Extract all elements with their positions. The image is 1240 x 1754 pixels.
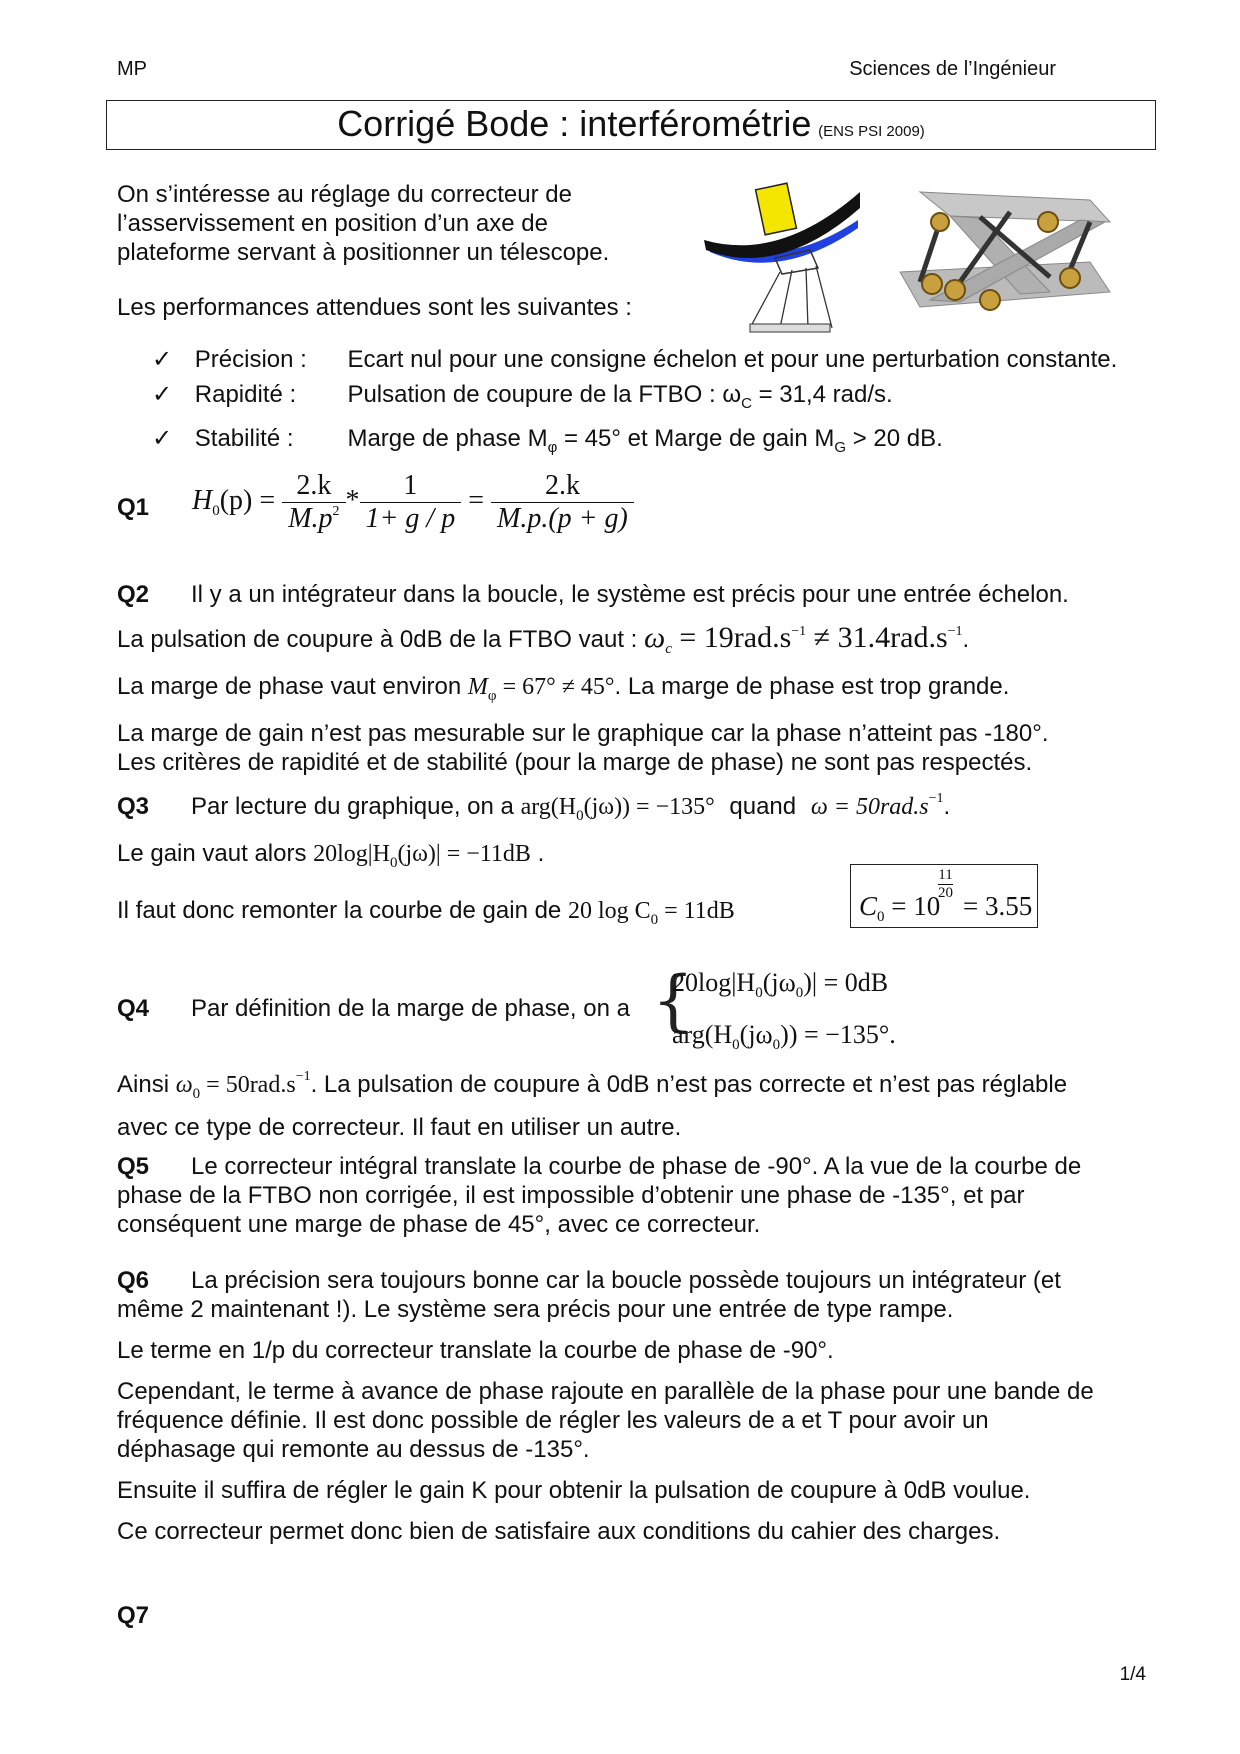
- check-icon: ✓: [152, 346, 173, 373]
- question-label: Q4: [117, 995, 150, 1022]
- joint-icon: [1060, 268, 1080, 288]
- joint-icon: [945, 280, 965, 300]
- question-label: Q7: [117, 1602, 150, 1629]
- criteria-list: [152, 342, 1117, 465]
- list-item: ✓ Stabilité : Marge de phase $M_\varphi = 45^\circ$ et Marge de gain $M_G > 20$ dB.: [152, 421, 1117, 465]
- q4-system: $20\log|H_0(j\omega_0)| = 0dB$ $arg(H_0(j\omega_0)) = -135^\circ$.: [672, 968, 896, 1053]
- intro-line: On s’intéresse au réglage du correcteur de: [117, 181, 572, 208]
- criterion-text: Ecart nul pour une consigne échelon et pour une perturbation constante.: [347, 346, 1118, 373]
- c0-result-box: $C_0 = 10$ 11 20 = 3.55: [850, 864, 1038, 928]
- q1-equation: $H_0(p)$ = $\frac{2.k}{M.p^2}$ * $\frac{1}{1+ g / p}$ = $\frac{2.k}{M.p.(p + g)}$: [192, 470, 634, 535]
- brace-icon: {: [652, 962, 694, 1039]
- q2-line: Les critères de rapidité et de stabilité (pour la marge de phase) ne sont pas respectés.: [117, 749, 1033, 776]
- joint-icon: [980, 290, 1000, 310]
- question-label: Q2: [117, 581, 150, 608]
- question-label: Q5: [117, 1153, 150, 1180]
- q2-line: La pulsation de coupure à 0dB de la FTBO vaut : $\omega_c = 19rad.s^{-1} \ne 31.4rad.s^{-1}$.: [117, 621, 970, 657]
- q6-block: Q6 La précision sera toujours bonne car la boucle possède toujours un intégrateur (et même 2 maintenant !). Le système sera précis pour une entrée de type rampe. Le terme en 1/p du correcteur translate la courbe de phase de -90°. Cependant, le terme à avance de phase rajoute en parallèle de la phase pour une bande de fréquence définie. Il est donc possible de régler les valeurs de a et T pour avoir un déphasage qui remonte au dessus de -135°. Ensuite il suffira de régler le gain K pour obtenir la pulsation de coupure à 0dB voulue. Ce correcteur permet donc bien de satisfaire aux conditions du cahier des charges.: [117, 1267, 1094, 1545]
- question-label: Q1: [117, 494, 150, 521]
- joint-icon: [922, 274, 942, 294]
- page-title: Corrigé Bode : interférométrie: [337, 103, 812, 144]
- title-box: [106, 100, 1156, 150]
- intro-paragraph: [117, 180, 609, 267]
- page-number: 1/4: [1119, 1664, 1146, 1685]
- q3-line: Le gain vaut alors $20\log|H_0(j\omega)| = -11dB$ .: [117, 840, 545, 871]
- check-icon: ✓: [152, 381, 173, 408]
- q3-line: Q3 Par lecture du graphique, on a $arg(H_0(j\omega)) = -135^\circ$ quand $\omega = 50rad.s^{-1}$.: [117, 791, 951, 824]
- intro-line: plateforme servant à positionner un télescope.: [117, 239, 610, 266]
- telescope-tube: [756, 183, 797, 235]
- joint-icon: [1038, 212, 1058, 232]
- q2-line: Q2 Il y a un intégrateur dans la boucle, le système est précis pour une entrée échelon.: [117, 581, 1069, 608]
- criterion-label: Rapidité :: [194, 381, 297, 408]
- question-label: Q6: [117, 1267, 150, 1294]
- performance-heading: Les performances attendues sont les suivantes :: [117, 294, 632, 321]
- q3-remonter: Il faut donc remonter la courbe de gain de 20 $\log C_0 = 11dB$: [117, 897, 735, 928]
- question-label: Q3: [117, 793, 150, 820]
- q2-line: La marge de gain n’est pas mesurable sur le graphique car la phase n’atteint pas -180°.: [117, 720, 1049, 747]
- q3-block: [117, 784, 950, 878]
- list-item: ✓ Rapidité : Pulsation de coupure de la FTBO : $\omega_C = 31,4$ rad/s.: [152, 377, 1117, 421]
- title-note: (ENS PSI 2009): [818, 123, 925, 140]
- q4-text: Par définition de la marge de phase, on a: [191, 995, 630, 1022]
- list-item: [152, 342, 1117, 377]
- telescope-illustration: [700, 180, 860, 335]
- joint-icon: [931, 213, 949, 231]
- criterion-label: Stabilité :: [194, 425, 294, 452]
- criterion-label: Précision :: [194, 346, 307, 373]
- intro-line: l’asservissement en position d’un axe de: [117, 210, 548, 237]
- q2-block: [117, 580, 1069, 777]
- header-right: Sciences de l’Ingénieur: [849, 58, 1056, 80]
- q4-conclusion: Ainsi $\omega_0 = 50rad.s^{-1}$. La pulsation de coupure à 0dB n’est pas correcte et n’est pas réglable avec ce type de correcteur. Il faut en utiliser un autre.: [117, 1069, 1068, 1141]
- q5-block: Q5 Le correcteur intégral translate la courbe de phase de -90°. A la vue de la courbe de phase de la FTBO non corrigée, il est impossible d’obtenir une phase de -135°, et par conséquent une marge de phase de 45°, avec ce correcteur.: [117, 1153, 1082, 1238]
- header-left: MP: [117, 58, 147, 80]
- q2-line: La marge de phase vaut environ $M_\varphi = 67^\circ \ne 45^\circ$. La marge de phase est trop grande.: [117, 673, 1010, 704]
- telescope-base: [750, 324, 830, 332]
- check-icon: ✓: [152, 425, 173, 452]
- platform-illustration: [890, 182, 1120, 337]
